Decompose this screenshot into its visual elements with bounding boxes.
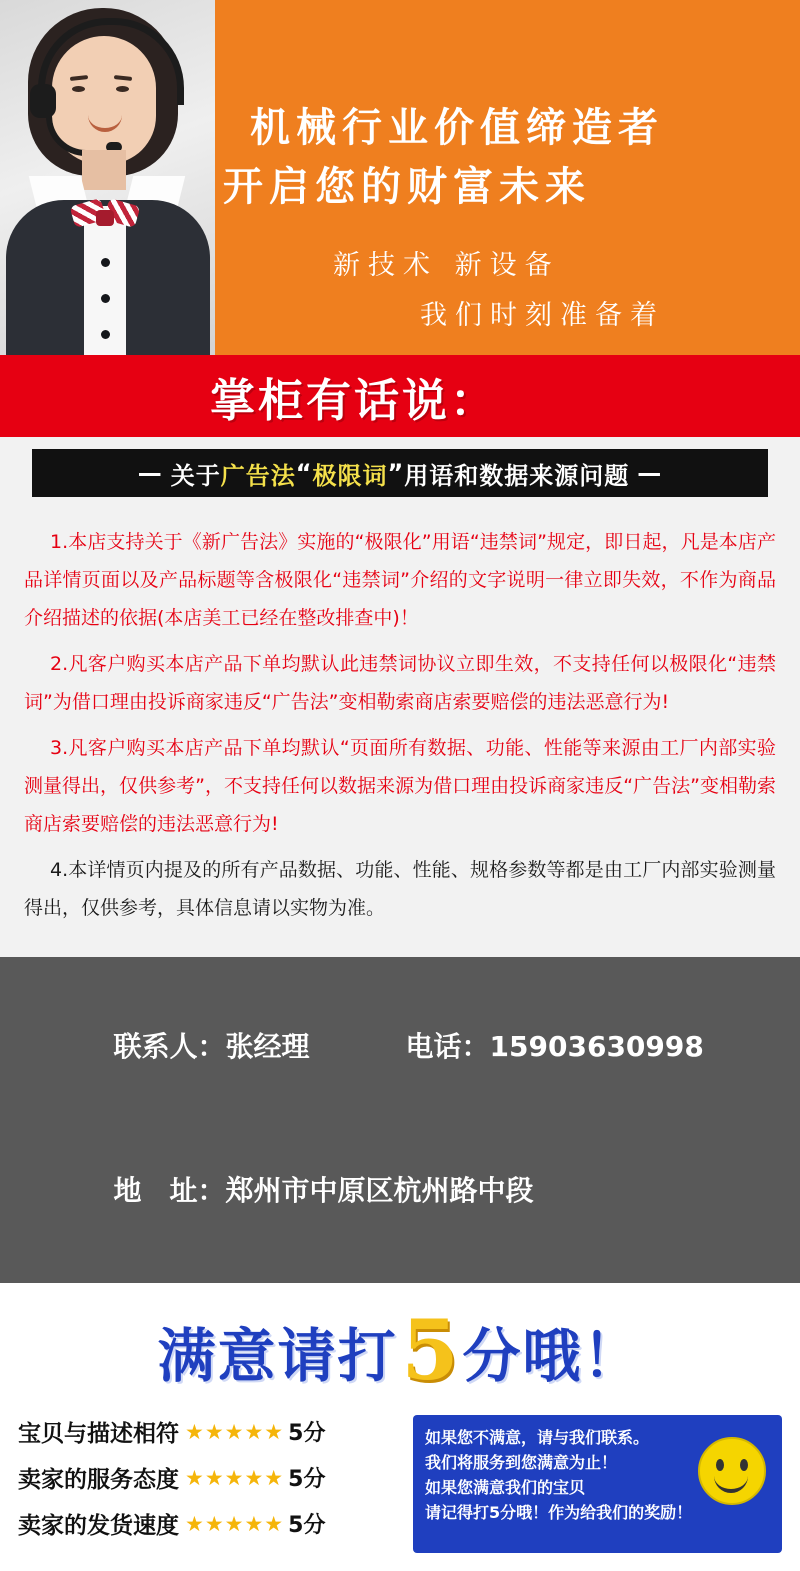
rating-list	[18, 1415, 407, 1553]
term-number: 2.	[50, 653, 69, 675]
term-number: 3.	[50, 737, 69, 759]
rating-item	[18, 1461, 407, 1494]
shopkeeper-title: 掌柜有话说：	[210, 373, 499, 427]
subheader-quote-close: ”	[387, 459, 405, 487]
operator-neck	[82, 150, 126, 190]
term-text: 凡客户购买本店产品下单均默认此违禁词协议立即生效，不支持任何以极限化“违禁词”为借口理由投诉商家违反“广告法”变相勒索商店索要赔偿的违法恶意行为!	[24, 653, 776, 713]
subheader-quote-open: “	[295, 459, 313, 487]
subheader-highlight-2: 极限词	[312, 461, 388, 490]
term-text: 本店支持关于《新广告法》实施的“极限化”用语“违禁词”规定，即日起，凡是本店产品详情页面以及产品标题等含极限化“违禁词”介绍的文字说明一律立即失效，不作为商品介绍描述的依据(本店美工已经在整改排查中)！	[24, 531, 776, 629]
rating-item	[18, 1507, 407, 1540]
star-icon-group: ★★★★★	[185, 1511, 285, 1536]
terms-section	[0, 507, 800, 957]
term-item	[0, 645, 800, 721]
term-number: 1.	[50, 531, 69, 553]
rating-item-score: 5分	[288, 1421, 326, 1446]
star-icon-group: ★★★★★	[185, 1465, 285, 1490]
star-icon-group: ★★★★★	[185, 1419, 285, 1444]
operator-photo	[0, 0, 215, 355]
rating-headline-number: 5	[401, 1303, 459, 1399]
term-item	[0, 523, 800, 637]
contact-name-label: 联系人：	[113, 1030, 226, 1063]
rating-item-label: 卖家的服务态度	[18, 1467, 179, 1493]
rating-headline	[0, 1297, 800, 1409]
term-text: 凡客户购买本店产品下单均默认“页面所有数据、功能、性能等来源由工厂内部实验测量得出，仅供参考”，不支持任何以数据来源为借口理由投诉商家违反“广告法”变相勒索商店索要赔偿的违法恶意行为!	[24, 737, 776, 835]
subheader-highlight-1: 广告法	[220, 461, 296, 490]
subheader-wrap	[0, 437, 800, 507]
subheader-part-1: 关于	[170, 461, 221, 490]
rating-item	[18, 1415, 407, 1448]
rating-note-line: 如果您不满意，请与我们联系。	[424, 1428, 649, 1447]
contact-row-address	[0, 1119, 800, 1263]
subheader-part-4: 用语和数据来源问题	[404, 461, 630, 490]
subheader-dash-left: —	[137, 459, 163, 487]
term-item	[0, 851, 800, 927]
contact-phone-label: 电话：	[405, 1030, 490, 1063]
rating-section	[0, 1283, 800, 1571]
banner-subline-2: 我们时刻准备着	[420, 300, 665, 331]
rating-note-line: 请记得打5分哦！作为给我们的奖励！	[424, 1503, 693, 1522]
banner-headline-1: 机械行业价值缔造者	[250, 105, 664, 151]
contact-name-value: 张经理	[225, 1030, 310, 1063]
rating-note-line: 如果您满意我们的宝贝	[424, 1478, 585, 1497]
subheader-dash-right: —	[637, 459, 663, 487]
bottom-spacer	[0, 1553, 800, 1571]
rating-item-label: 卖家的发货速度	[18, 1513, 179, 1539]
banner-subline-1: 新技术 新设备	[333, 250, 560, 281]
shopkeeper-title-bar	[0, 355, 800, 437]
rating-item-score: 5分	[288, 1467, 326, 1492]
term-text: 本详情页内提及的所有产品数据、功能、性能、规格参数等都是由工厂内部实验测量得出，仅供参考，具体信息请以实物为准。	[24, 859, 776, 919]
rating-note-box	[413, 1415, 782, 1553]
vest-button	[101, 330, 110, 339]
term-item	[0, 729, 800, 843]
rating-headline-suffix: 分哦！	[462, 1322, 643, 1390]
banner-headline-2: 开启您的财富未来	[223, 164, 591, 210]
vest-button	[101, 258, 110, 267]
contact-section	[0, 957, 800, 1283]
banner-text-block	[215, 0, 800, 355]
vest-button	[101, 294, 110, 303]
contact-row-name-phone	[0, 975, 800, 1119]
contact-address-label: 地 址：	[113, 1174, 226, 1207]
smiley-mouth	[714, 1469, 748, 1493]
rating-headline-prefix: 满意请打	[157, 1322, 398, 1390]
term-number: 4.	[50, 859, 69, 881]
contact-address-value: 郑州市中原区杭州路中段	[225, 1174, 534, 1207]
contact-phone-value: 15903630998	[489, 1030, 704, 1063]
smiley-face-icon	[698, 1437, 766, 1505]
top-banner	[0, 0, 800, 355]
rating-body	[0, 1409, 800, 1553]
rating-item-score: 5分	[288, 1513, 326, 1538]
rating-item-label: 宝贝与描述相符	[18, 1421, 179, 1447]
operator-bowtie-knot	[96, 210, 114, 226]
rating-note-line: 我们将服务到您满意为止！	[424, 1453, 617, 1472]
subheader-bar	[32, 449, 768, 497]
